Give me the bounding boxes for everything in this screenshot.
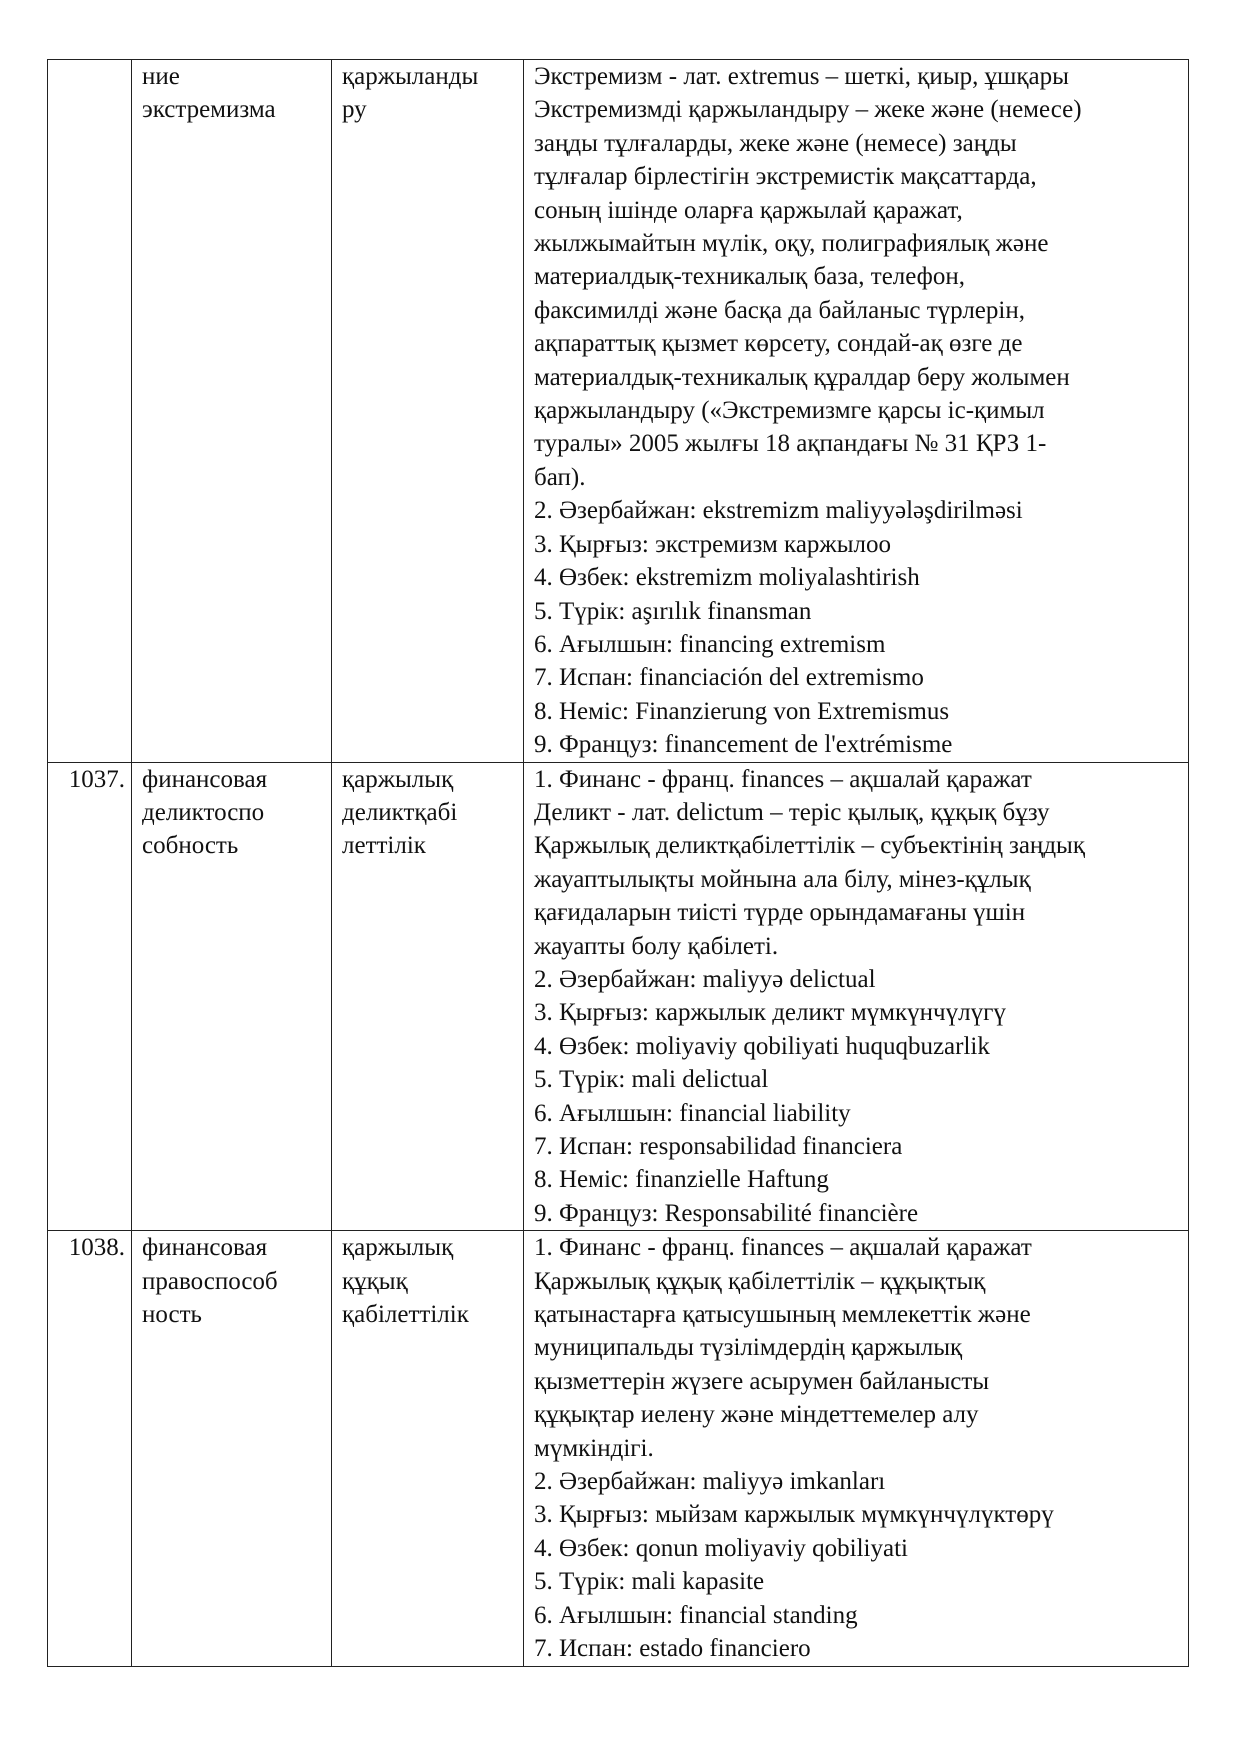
translation-line: 2. Әзербайжан: maliyyə delictual	[534, 965, 876, 993]
definition-line: ақпараттық қызмет көрсету, сондай-ақ өзге де	[534, 330, 1023, 358]
russian-term-line: финансовая	[142, 765, 268, 793]
kazakh-term-line: қаржылық	[342, 765, 454, 793]
entry-number	[48, 60, 132, 763]
translation-line: 6. Ағылшын: financial standing	[534, 1601, 858, 1629]
definition-line: Экстремизм - лат. extremus – шеткі, қиыр, ұшқары	[534, 63, 1069, 90]
definition-cell	[524, 1231, 1189, 1666]
translation-line: 2. Әзербайжан: maliyyə imkanları	[534, 1468, 886, 1496]
translation-line: 2. Әзербайжан: ekstremizm maliyyələşdirilməsi	[534, 497, 1023, 525]
definition-line: қағидаларын тиісті түрде орындамағаны үшін	[534, 899, 1026, 927]
translation-line: 5. Түрік: mali kapasite	[534, 1568, 765, 1596]
translation-line: 5. Түрік: mali delictual	[534, 1066, 769, 1094]
definition-line: жауаптылықты мойнына ала білу, мінез-құлық	[534, 865, 1031, 893]
entry-number: 1037.	[48, 762, 132, 1231]
russian-term-cell	[132, 1231, 332, 1666]
russian-term-line: собность	[142, 832, 239, 860]
russian-term-cell	[132, 60, 332, 763]
definition-line: құқықтар иелену және міндеттемелер алу	[534, 1401, 979, 1429]
definition-line: жылжымайтын мүлік, оқу, полиграфиялық және	[534, 230, 1049, 258]
definition-line: қаржыландыру («Экстремизмге қарсы іс-қимыл	[534, 397, 1045, 425]
glossary-row	[48, 762, 1189, 1231]
kazakh-term-cell	[332, 1231, 524, 1666]
entry-number: 1038.	[48, 1231, 132, 1666]
glossary-row	[48, 60, 1189, 763]
definition-line: 1. Финанс - франц. finances – ақшалай қаражат	[534, 1234, 1032, 1262]
kazakh-term-cell	[332, 762, 524, 1231]
glossary-row	[48, 1231, 1189, 1666]
definition-line: Деликт - лат. delictum – теріс қылық, құқық бұзу	[534, 798, 1050, 826]
definition-line: туралы» 2005 жылғы 18 ақпандағы № 31 ҚРЗ 1-	[534, 430, 1047, 458]
definition-line: тұлғалар бірлестігін экстремистік мақсаттарда,	[534, 163, 1037, 191]
translation-line: 6. Ағылшын: financial liability	[534, 1099, 851, 1127]
kazakh-term-line: ру	[342, 96, 367, 124]
kazakh-term-line: леттілік	[342, 832, 426, 860]
definition-line: Қаржылық құқық қабілеттілік – құқықтық	[534, 1267, 986, 1295]
translation-line: 6. Ағылшын: financing extremism	[534, 630, 886, 658]
translation-line: 5. Түрік: aşırılık finansman	[534, 597, 812, 625]
russian-term-line: ние	[142, 63, 180, 90]
russian-term-cell	[132, 762, 332, 1231]
kazakh-term-line: деликтқабі	[342, 798, 458, 826]
russian-term-line: ность	[142, 1301, 202, 1329]
translation-line: 7. Испан: financiación del extremismo	[534, 664, 924, 692]
translation-line: 9. Француз: financement de l'extrémisme	[534, 731, 953, 759]
translation-line: 4. Өзбек: ekstremizm moliyalashtirish	[534, 564, 920, 592]
definition-line: материалдық-техникалық құралдар беру жолымен	[534, 363, 1070, 391]
kazakh-term-line: қаржылық	[342, 1234, 454, 1262]
definition-cell	[524, 762, 1189, 1231]
translation-line: 8. Неміс: finanzielle Haftung	[534, 1166, 829, 1194]
kazakh-term-line: қабілеттілік	[342, 1301, 469, 1329]
definition-line: 1. Финанс - франц. finances – ақшалай қаражат	[534, 765, 1032, 793]
russian-term-line: экстремизма	[142, 96, 276, 124]
definition-line: қатынастарға қатысушының мемлекеттік және	[534, 1301, 1031, 1329]
kazakh-term-cell	[332, 60, 524, 763]
russian-term-line: финансовая	[142, 1234, 268, 1262]
translation-line: 8. Неміс: Finanzierung von Extremismus	[534, 697, 950, 725]
definition-line: жауапты болу қабілеті.	[534, 932, 779, 960]
translation-line: 3. Қырғыз: мыйзам каржылык мүмкүнчүлүктөрү	[534, 1501, 1054, 1529]
definition-cell	[524, 60, 1189, 763]
translation-line: 7. Испан: estado financiero	[534, 1635, 811, 1663]
translation-line: 4. Өзбек: qonun moliyaviy qobiliyati	[534, 1534, 908, 1562]
definition-line: муниципальды түзілімдердің қаржылық	[534, 1334, 963, 1362]
glossary-table	[47, 59, 1189, 1667]
definition-line: бап).	[534, 463, 586, 491]
definition-line: қызметтерін жүзеге асырумен байланысты	[534, 1367, 990, 1395]
definition-line: Экстремизмді қаржыландыру – жеке және (немесе)	[534, 96, 1082, 124]
definition-line: мүмкіндігі.	[534, 1434, 654, 1462]
definition-line: Қаржылық деликтқабілеттілік – субъектінің заңдық	[534, 832, 1085, 860]
definition-line: заңды тұлғаларды, жеке және (немесе) заңды	[534, 129, 1017, 157]
translation-line: 3. Қырғыз: экстремизм каржылоо	[534, 530, 891, 558]
definition-line: материалдық-техникалық база, телефон,	[534, 263, 965, 291]
translation-line: 3. Қырғыз: каржылык деликт мүмкүнчүлүгү	[534, 999, 1006, 1027]
russian-term-line: правоспособ	[142, 1267, 278, 1295]
translation-line: 4. Өзбек: moliyaviy qobiliyati huquqbuzarlik	[534, 1032, 990, 1060]
kazakh-term-line: қаржыланды	[342, 63, 479, 90]
definition-line: факсимилді және басқа да байланыс түрлерін,	[534, 296, 1025, 324]
kazakh-term-line: құқық	[342, 1267, 408, 1295]
translation-line: 7. Испан: responsabilidad financiera	[534, 1133, 903, 1160]
russian-term-line: деликтоспо	[142, 798, 265, 826]
translation-line: 9. Француз: Responsabilité financière	[534, 1199, 919, 1227]
definition-line: соның ішінде оларға қаржылай қаражат,	[534, 196, 963, 224]
